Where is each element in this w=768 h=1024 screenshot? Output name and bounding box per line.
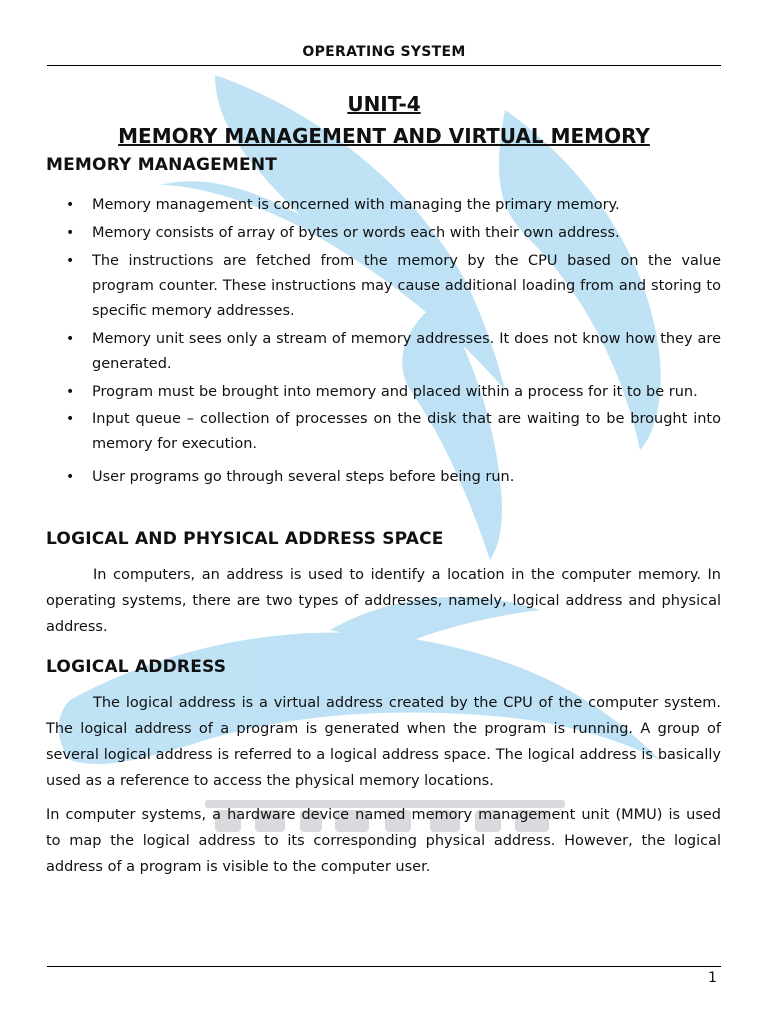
bullet-icon: • (66, 253, 75, 269)
bullet-icon: • (66, 197, 75, 213)
list-item: • Memory unit sees only a stream of memory addresses. It does not know how they are generated. (46, 327, 721, 377)
page-header-title: OPERATING SYSTEM (302, 44, 466, 60)
bullet-icon: • (66, 331, 75, 347)
bullet-icon: • (66, 411, 75, 427)
header-rule (47, 65, 721, 66)
logical-address-paragraph-1: The logical address is a virtual address created by the CPU of the computer system. The logical address of a program is generated when the program is running. A group of several logical address is referred to a logical address space. The logical address is basically used as a reference to access the physical memory locations. (46, 695, 721, 789)
list-item: • Memory consists of array of bytes or words each with their own address. (46, 221, 721, 246)
chapter-title: MEMORY MANAGEMENT AND VIRTUAL MEMORY (118, 124, 650, 148)
address-space-paragraph: In computers, an address is used to identify a location in the computer memory. In operating systems, there are two types of addresses, namely, logical address and physical address. (46, 567, 721, 635)
memory-management-bullet-list (46, 193, 721, 493)
list-item: • Program must be brought into memory and placed within a process for it to be run. (66, 384, 698, 400)
list-item: • The instructions are fetched from the memory by the CPU based on the value program counter. These instructions may cause additional loading from and storing to specific memory addresses. (46, 249, 721, 324)
bullet-icon: • (66, 469, 75, 485)
footer-rule (47, 966, 721, 967)
logical-address-paragraph-2: In computer systems, a hardware device named memory management unit (MMU) is used to map the logical address to its corresponding physical address. However, the logical address of a program is visible to the computer user. (46, 807, 721, 875)
heading-address-space: LOGICAL AND PHYSICAL ADDRESS SPACE (46, 529, 444, 549)
unit-title: UNIT-4 (347, 92, 421, 116)
page-number: 1 (708, 970, 717, 986)
bullet-icon: • (66, 384, 75, 400)
bullet-icon: • (66, 225, 75, 241)
heading-memory-management: MEMORY MANAGEMENT (46, 155, 278, 175)
list-item: • Memory management is concerned with managing the primary memory. (46, 193, 721, 218)
list-item: • Input queue – collection of processes on the disk that are waiting to be brought into memory for execution. (46, 407, 721, 457)
list-item: • User programs go through several steps before being run. (46, 465, 721, 490)
heading-logical-address: LOGICAL ADDRESS (46, 657, 227, 677)
